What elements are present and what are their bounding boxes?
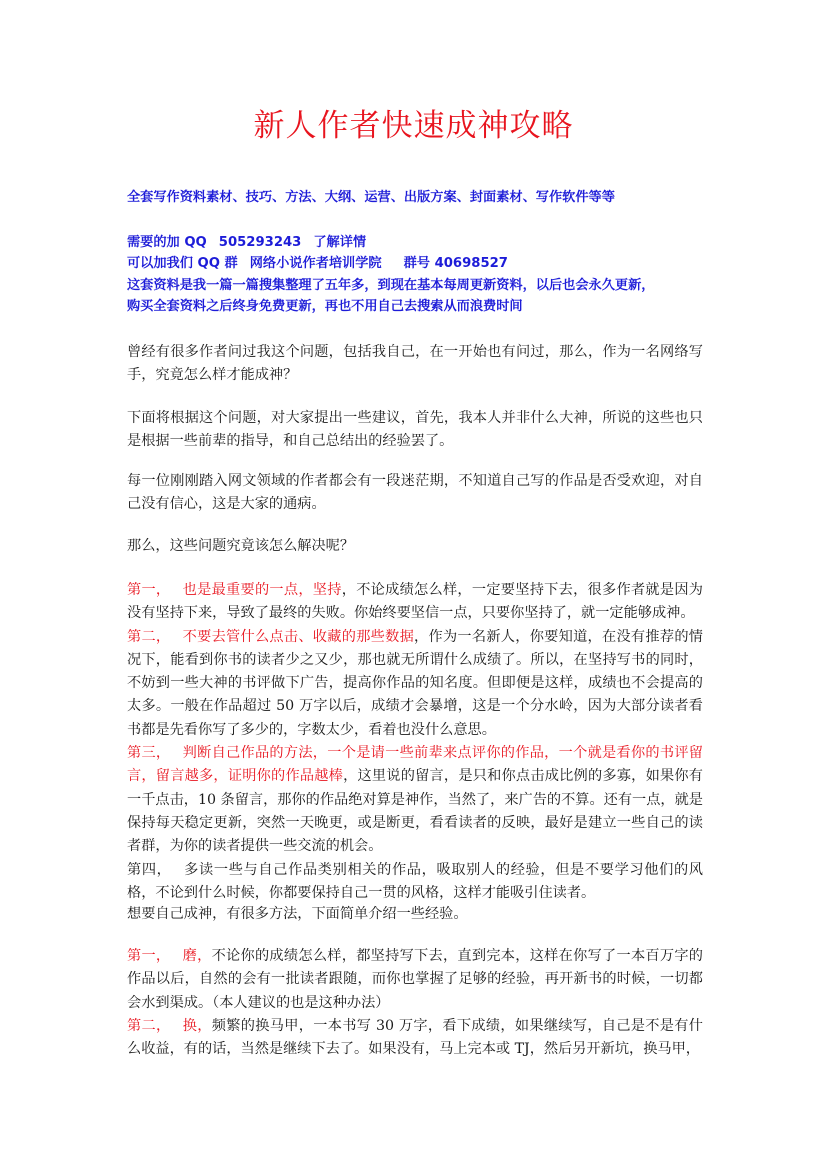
paragraph-question: 曾经有很多作者问过我这个问题，包括我自己，在一开始也有问过，那么，作为一名网络写手，究竟怎么样才能成神？ xyxy=(127,344,703,384)
promo-qq-prefix: 需要的加 QQ xyxy=(127,235,207,250)
tip-text: ，不论成绩怎么样，一定要坚持下去，很多作者就是因为没有坚持下来，导致了最终的失败。你始终要坚信一点，只要你坚持了，就一定能够成神。 xyxy=(127,582,703,622)
page-title: 新人作者快速成神攻略 xyxy=(253,108,574,144)
promo-line-qq xyxy=(127,233,707,253)
promo-line-update-2 xyxy=(127,297,707,317)
tip-label: 第一， xyxy=(127,582,171,598)
promo-line-materials xyxy=(127,188,707,208)
section-methods xyxy=(127,945,703,1061)
method-text: 频繁的换马甲，一本书写 30 万字，看下成绩，如果继续写，自己是不是有什么收益，有的话，当然是继续下去了。如果没有，马上完本或 TJ，然后另开新坑，换马甲， xyxy=(127,1017,703,1058)
paragraph-intro: 下面将根据这个问题，对大家提出一些建议，首先，我本人并非什么大神，所说的这些也只是根据一些前辈的指导，和自己总结出的经验罢了。 xyxy=(127,410,703,450)
promo-group-label: 群号 xyxy=(403,256,430,271)
tip-highlight: 也是最重要的一点，坚持 xyxy=(182,582,342,598)
tip-label: 第二， xyxy=(127,628,171,645)
tip-item xyxy=(127,859,703,906)
method-label: 第一， xyxy=(127,948,171,964)
tip-item xyxy=(127,579,703,626)
promo-materials-text: 全套写作资料素材、技巧、方法、大纲、运营、出版方案、封面素材、写作软件等等 xyxy=(127,190,615,205)
promo-qq-suffix: 了解详情 xyxy=(313,235,367,250)
promo-update-text-2: 购买全套资料之后终身免费更新，再也不用自己去搜索从而浪费时间 xyxy=(127,299,523,314)
method-highlight: 换， xyxy=(182,1017,212,1034)
promo-line-group xyxy=(127,254,707,274)
section-tips xyxy=(127,579,703,905)
tip-item xyxy=(127,626,703,742)
promo-group-number: 40698527 xyxy=(434,256,508,271)
promo-group-name: 网络小说作者培训学院 xyxy=(249,256,382,271)
paragraph-methods-intro: 想要自己成神，有很多方法，下面简单介绍一些经验。 xyxy=(127,906,468,922)
tip-item xyxy=(127,742,703,858)
promo-group-prefix: 可以加我们 QQ 群 xyxy=(127,256,238,271)
paragraph-how-to-solve: 那么，这些问题究竟该怎么解决呢？ xyxy=(127,538,355,554)
promo-update-text-1: 这套资料是我一篇一篇搜集整理了五年多，到现在基本每周更新资料，以后也会永久更新， xyxy=(127,278,655,293)
method-item xyxy=(127,945,703,1015)
tip-highlight: 不要去管什么点击、收藏的那些数据 xyxy=(182,628,415,645)
method-label: 第二， xyxy=(127,1017,171,1034)
tip-label: 第三， xyxy=(127,745,171,762)
paragraph-confusion: 每一位刚刚踏入网文领域的作者都会有一段迷茫期，不知道自己写的作品是否受欢迎，对自己没有信心，这是大家的通病。 xyxy=(127,473,703,513)
tip-text: ，这里说的留言，是只和你点击成比例的多寡，如果你有一千点击，10 条留言，那你的作品绝对算是神作，当然了，来广告的不算。还有一点，就是保持每天稳定更新，突然一天晚更，或是断更，看看读者的反映，最好是建立一些自己的读者群，为你的读者提供一些交流的机会。 xyxy=(127,768,703,855)
tip-text: 多读一些与自己作品类别相关的作品，吸取别人的经验，但是不要学习他们的风格，不论到什么时候，你都要保持自己一贯的风格，这样才能吸引住读者。 xyxy=(127,861,703,901)
method-item xyxy=(127,1015,703,1062)
tip-text: ，作为一名新人，你要知道，在没有推荐的情况下，能看到你书的读者少之又少，那也就无所谓什么成绩了。所以，在坚持写书的同时，不妨到一些大神的书评做下广告，提高你作品的知名度。但即便是这样，成绩也不会提高的太多。一般在作品超过 50 万字以后，成绩才会暴增，这是一个分水岭，因为大部分读者看书都是先看你写了多少的，字数太少，看着也没什么意思。 xyxy=(127,628,703,738)
tip-label: 第四， xyxy=(127,861,172,878)
tip-highlight: 判断自己作品的方法，一个是请一些前辈来点评你的作品，一个就是看你的书评留言，留言越多，证明你的作品越棒 xyxy=(127,745,703,785)
method-highlight: 磨， xyxy=(182,948,212,964)
promo-qq-number: 505293243 xyxy=(218,235,302,250)
method-text: 不论你的成绩怎么样，都坚持写下去，直到完本，这样在你写了一本百万字的作品以后，自然的会有一批读者跟随，而你也掌握了足够的经验，再开新书的时候，一切都会水到渠成。（本人建议的也是这种办法） xyxy=(127,948,703,1011)
promo-line-update-1 xyxy=(127,276,707,296)
